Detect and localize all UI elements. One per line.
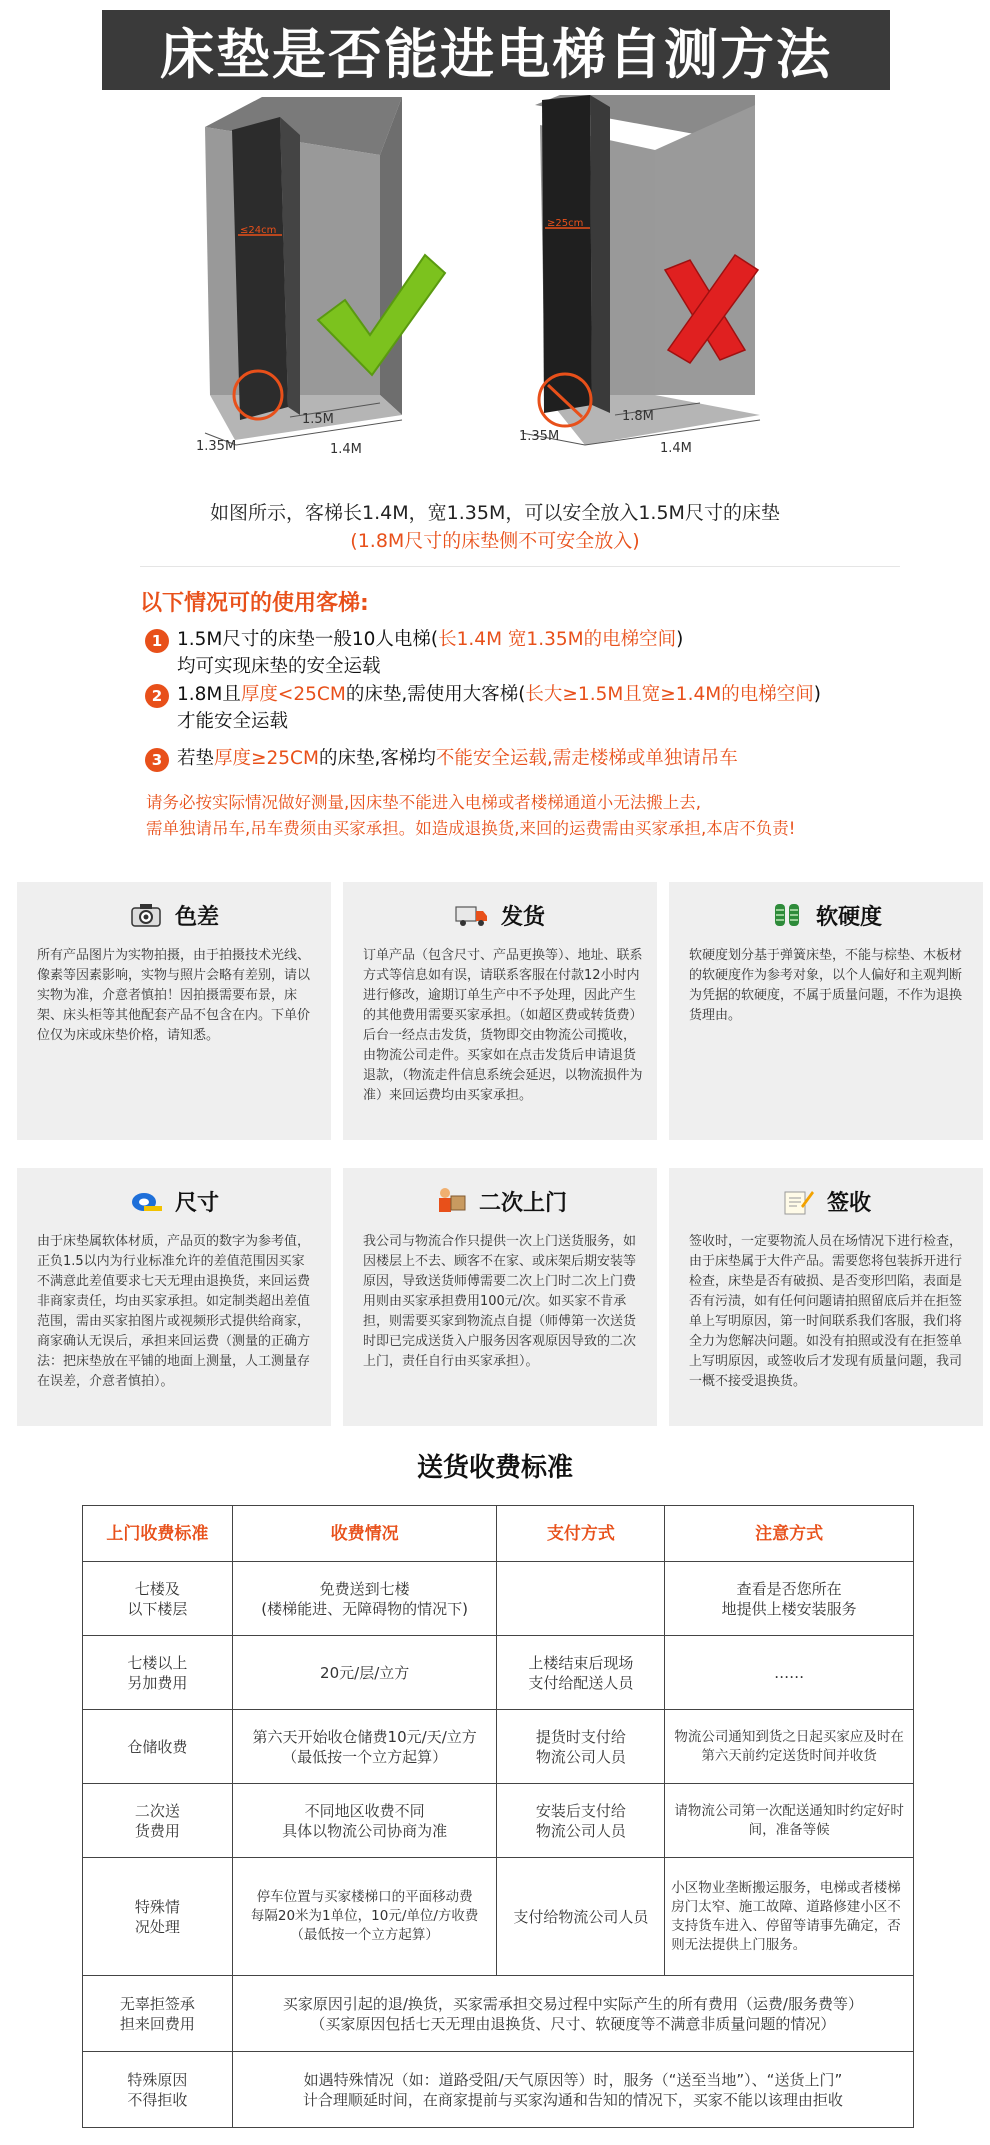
right-dim-depth: 1.8M bbox=[622, 409, 654, 424]
table-cell: 查看是否您所在 地提供上楼安装服务 bbox=[665, 1562, 914, 1636]
table-cell: 小区物业垄断搬运服务，电梯或者楼梯房门太窄、施工故障、道路修建小区不支持货车进入、停留等请事先确定，否则无法提供上门服务。 bbox=[665, 1858, 914, 1976]
left-dim-depth: 1.5M bbox=[302, 412, 334, 427]
conditions-heading: 以下情况可的使用客梯: bbox=[140, 591, 369, 616]
column-header: 收费情况 bbox=[232, 1506, 497, 1562]
condition-highlight: 厚度≥25CM bbox=[214, 748, 319, 769]
table-row bbox=[83, 2052, 914, 2128]
table-cell: 提货时支付给 物流公司人员 bbox=[497, 1710, 665, 1784]
right-dim-length: 1.4M bbox=[660, 441, 692, 456]
illustration-caption-note: (1.8M尺寸的床垫侧不可安全放入) bbox=[350, 530, 640, 552]
condition-item-2 bbox=[145, 681, 925, 735]
condition-text: ) bbox=[813, 684, 821, 705]
condition-text: 的床垫,客梯均 bbox=[318, 748, 436, 769]
condition-text: 的床垫,需使用大客梯( bbox=[345, 684, 526, 705]
condition-highlight: 不能安全运载,需走楼梯或单独请吊车 bbox=[435, 748, 738, 769]
table-row bbox=[83, 1636, 914, 1710]
condition-highlight: 长大≥1.5M且宽≥1.4M的电梯空间 bbox=[525, 684, 814, 705]
table-cell: 如遇特殊情况（如：道路受阻/天气原因等）时，服务（“送至当地”）、“送货上门” 计合理顺延时间，在商家提前与买家沟通和告知的情况下，买家不能以该理由拒收 bbox=[232, 2052, 913, 2128]
table-cell: 二次送 货费用 bbox=[83, 1784, 233, 1858]
delivery-man-icon bbox=[433, 1186, 467, 1216]
table-cell: 特殊原因 不得拒收 bbox=[83, 2052, 233, 2128]
card-body: 软硬度划分基于弹簧床垫，不能与棕垫、木板材的软硬度作为参考对象，以个人偏好和主观判断为凭据的软硬度，不属于质量问题，不作为退换货理由。 bbox=[689, 948, 963, 1023]
info-card-signing bbox=[669, 1168, 983, 1426]
table-cell: 支付给物流公司人员 bbox=[497, 1858, 665, 1976]
condition-text: 均可实现床垫的安全运载 bbox=[177, 656, 381, 677]
right-elevator bbox=[519, 95, 760, 456]
table-cell: 物流公司通知到货之日起买家应及时在第六天前约定送货时间并收货 bbox=[665, 1710, 914, 1784]
info-card-firmness bbox=[669, 882, 983, 1140]
condition-item-3 bbox=[145, 745, 925, 772]
card-body: 由于床垫属软体材质，产品页的数字为参考值，正负1.5以内为行业标准允许的差值范围因买家不满意此差值要求七天无理由退换货，来回运费非商家责任，均由买家承担。如定制类超出差值范围，需由买家拍图片或视频形式提供给商家，商家确认无误后，承担来回运费（测量的正确方法：把床垫放在平铺的地面上测量，人工测量存在误差，介意者慎拍）。 bbox=[37, 1234, 311, 1389]
mattress-upright-tall bbox=[542, 95, 592, 413]
condition-highlight: 长1.4M 宽1.35M的电梯空间 bbox=[438, 629, 677, 650]
spring-icon bbox=[770, 900, 804, 930]
table-cell: 停车位置与买家楼梯口的平面移动费 每隔20米为1单位，10元/单位/方收费 （最低按一个立方起算） bbox=[232, 1858, 497, 1976]
table-row bbox=[83, 1858, 914, 1976]
table-cell: 无辜拒签承 担来回费用 bbox=[83, 1976, 233, 2052]
table-cell: 请物流公司第一次配送通知时约定好时间，准备等候 bbox=[665, 1784, 914, 1858]
warning-notice-line-2: 需单独请吊车,吊车费须由买家承担。如造成退换货,来回的运费需由买家承担,本店不负责! bbox=[146, 819, 796, 838]
left-elevator bbox=[196, 97, 445, 457]
table-cell: …… bbox=[665, 1636, 914, 1710]
table-cell: 不同地区收费不同 具体以物流公司协商为准 bbox=[232, 1784, 497, 1858]
card-body: 签收时，一定要物流人员在场情况下进行检查，由于床垫属于大件产品。需要您将包装拆开进行检查，床垫是否有破损、是否变形凹陷，表面是否有污渍，如有任何问题请拍照留底后并在拒签单上写明原因，第一时间联系我们客服，我们将全力为您解决问题。如没有拍照或没有在拒签单上写明原因，或签收后才发现有质量问题，我司一概不接受退换货。 bbox=[689, 1234, 963, 1389]
fee-table-title: 送货收费标准 bbox=[416, 1453, 573, 1483]
table-row bbox=[83, 1976, 914, 2052]
section-divider bbox=[140, 566, 900, 567]
right-dim-width: 1.35M bbox=[519, 429, 560, 444]
column-header: 注意方式 bbox=[665, 1506, 914, 1562]
elevator-illustration bbox=[0, 95, 990, 480]
info-card-color-difference bbox=[17, 882, 331, 1140]
condition-number-badge: 2 bbox=[145, 684, 169, 708]
page-title: 床垫是否能进电梯自测方法 bbox=[160, 22, 832, 86]
info-card-second-visit bbox=[343, 1168, 657, 1426]
card-body: 所有产品图片为实物拍摄，由于拍摄技术光线、像素等因素影响，实物与照片会略有差别，请以实物为准，介意者慎拍！因拍摄需要布景，床架、床头柜等其他配套产品不包含在内。下单价位仅为床或床垫价格，请知悉。 bbox=[37, 948, 311, 1043]
table-cell: 买家原因引起的退/换货，买家需承担交易过程中实际产生的所有费用（运费/服务费等） （买家原因包括七天无理由退换货、尺寸、软硬度等不满意非质量问题的情况） bbox=[232, 1976, 913, 2052]
table-cell: 七楼以上 另加费用 bbox=[83, 1636, 233, 1710]
condition-number-badge: 1 bbox=[145, 629, 169, 653]
column-header: 支付方式 bbox=[497, 1506, 665, 1562]
column-header: 上门收费标准 bbox=[83, 1506, 233, 1562]
card-title: 签收 bbox=[826, 1190, 871, 1216]
table-cell: 20元/层/立方 bbox=[232, 1636, 497, 1710]
table-row bbox=[83, 1784, 914, 1858]
illustration-caption: 如图所示，客梯长1.4M，宽1.35M，可以安全放入1.5M尺寸的床垫 bbox=[210, 502, 780, 524]
card-title: 尺寸 bbox=[174, 1190, 219, 1216]
signature-icon bbox=[781, 1186, 815, 1216]
card-body: 我公司与物流合作只提供一次上门送货服务，如因楼层上不去、顾客不在家、或床架后期安装等原因，导致送货师傅需要二次上门时二次上门费用则由买家承担费用100元/次。如买家不肯承担，则需要买家到物流点自提（师傅第一次送货时即已完成送货入户服务因客观原因导致的二次上门，责任自行由买家承担）。 bbox=[363, 1234, 637, 1369]
table-row bbox=[83, 1710, 914, 1784]
condition-number-badge: 3 bbox=[145, 748, 169, 772]
table-cell: 上楼结束后现场 支付给配送人员 bbox=[497, 1636, 665, 1710]
condition-text: 才能安全运载 bbox=[177, 711, 289, 732]
card-title: 发货 bbox=[500, 904, 545, 930]
card-title: 二次上门 bbox=[478, 1190, 567, 1216]
header-banner bbox=[102, 10, 890, 90]
left-dim-width: 1.35M bbox=[196, 439, 237, 454]
card-title: 软硬度 bbox=[815, 904, 882, 930]
left-dim-length: 1.4M bbox=[330, 442, 362, 457]
right-width-mark: ≥25cm bbox=[547, 218, 584, 229]
card-title: 色差 bbox=[174, 904, 219, 930]
condition-item-1 bbox=[145, 626, 925, 680]
mattress-upright bbox=[232, 117, 288, 420]
table-cell: 七楼及 以下楼层 bbox=[83, 1562, 233, 1636]
condition-highlight: 厚度<25CM bbox=[240, 684, 346, 705]
condition-text: 1.5M尺寸的床垫一般10人电梯( bbox=[177, 629, 439, 650]
warning-notice-line-1: 请务必按实际情况做好测量,因床垫不能进入电梯或者楼梯通道小无法搬上去, bbox=[146, 793, 701, 812]
table-cell: 免费送到七楼 (楼梯能进、无障碍物的情况下) bbox=[232, 1562, 497, 1636]
table-header-row bbox=[83, 1506, 914, 1562]
truck-icon bbox=[455, 900, 489, 930]
fee-table bbox=[82, 1505, 914, 2128]
camera-icon bbox=[129, 900, 163, 930]
table-cell: 仓储收费 bbox=[83, 1710, 233, 1784]
table-cell: 特殊情 况处理 bbox=[83, 1858, 233, 1976]
info-card-shipping bbox=[343, 882, 657, 1140]
table-cell bbox=[497, 1562, 665, 1636]
condition-text: ) bbox=[676, 629, 684, 650]
left-width-mark: ≤24cm bbox=[240, 225, 277, 236]
tape-measure-icon bbox=[129, 1186, 163, 1216]
info-card-size bbox=[17, 1168, 331, 1426]
table-cell: 安装后支付给 物流公司人员 bbox=[497, 1784, 665, 1858]
table-row bbox=[83, 1562, 914, 1636]
condition-text: 1.8M且 bbox=[177, 684, 241, 705]
table-cell: 第六天开始收仓储费10元/天/立方 （最低按一个立方起算） bbox=[232, 1710, 497, 1784]
card-body: 订单产品（包含尺寸、产品更换等）、地址、联系方式等信息如有误，请联系客服在付款12小时内进行修改，逾期订单生产中不予处理，因此产生的其他费用需要买家承担。（如超区费或转货费）后台一经点击发货，货物即交由物流公司揽收，由物流公司走件。买家如在点击发货后申请退货退款，（物流走件信息系统会延迟，以物流损件为准）来回运费均由买家承担。 bbox=[363, 948, 643, 1103]
condition-text: 若垫 bbox=[177, 748, 215, 769]
